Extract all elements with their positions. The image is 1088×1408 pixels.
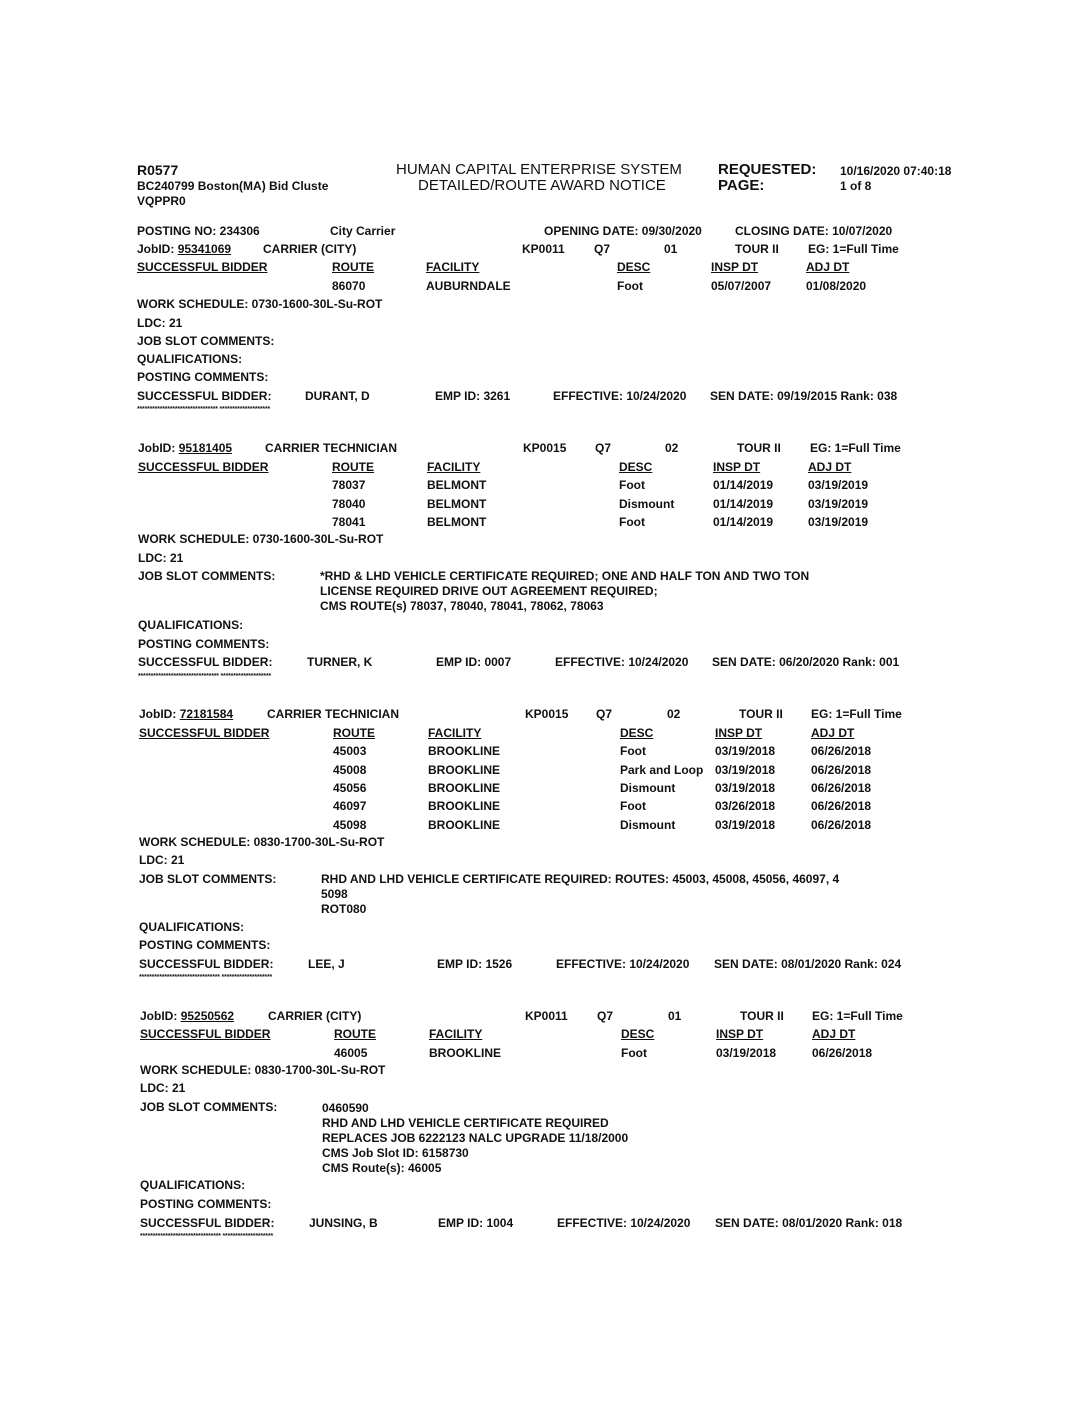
route-desc: Foot bbox=[619, 478, 645, 492]
emp-id: EMP ID: 3261 bbox=[435, 389, 511, 403]
route-desc: Foot bbox=[619, 515, 645, 529]
route-desc: Dismount bbox=[619, 497, 675, 511]
report-code: VQPPR0 bbox=[137, 194, 186, 208]
route-facility: BROOKLINE bbox=[428, 763, 500, 777]
successful-bidder-label: SUCCESSFUL BIDDER: bbox=[137, 389, 272, 403]
col-successful-bidder: SUCCESSFUL BIDDER bbox=[139, 726, 270, 740]
col-adj-dt: ADJ DT bbox=[812, 1027, 856, 1041]
col-adj-dt: ADJ DT bbox=[806, 260, 850, 274]
route-insp-dt: 05/07/2007 bbox=[711, 279, 772, 293]
job-slot-comments bbox=[320, 569, 809, 614]
col-desc: DESC bbox=[621, 1027, 655, 1041]
report-id: R0577 bbox=[137, 162, 179, 178]
route-adj-dt: 03/19/2019 bbox=[808, 478, 869, 492]
col-facility: FACILITY bbox=[426, 260, 480, 274]
route-number: 45003 bbox=[333, 744, 367, 758]
route-facility: AUBURNDALE bbox=[426, 279, 511, 293]
job-kp: KP0011 bbox=[525, 1009, 568, 1023]
col-adj-dt: ADJ DT bbox=[808, 460, 852, 474]
emp-id: EMP ID: 1526 bbox=[437, 957, 513, 971]
emp-id: EMP ID: 1004 bbox=[438, 1216, 514, 1230]
route-facility: BROOKLINE bbox=[429, 1046, 501, 1060]
col-facility: FACILITY bbox=[429, 1027, 483, 1041]
separator-stars: ******************************** ******************** bbox=[140, 1233, 273, 1240]
route-insp-dt: 01/14/2019 bbox=[713, 478, 774, 492]
route-desc: Dismount bbox=[620, 781, 676, 795]
route-desc: Foot bbox=[620, 799, 646, 813]
ldc: LDC: 21 bbox=[139, 853, 185, 867]
posting-craft: City Carrier bbox=[330, 224, 396, 238]
job-eg: EG: 1=Full Time bbox=[811, 707, 902, 721]
route-adj-dt: 03/19/2019 bbox=[808, 497, 869, 511]
job-q: Q7 bbox=[596, 707, 613, 721]
route-insp-dt: 01/14/2019 bbox=[713, 515, 774, 529]
comment-line: LICENSE REQUIRED DRIVE OUT AGREEMENT REQUIRED; bbox=[320, 584, 658, 598]
comment-line: RHD AND LHD VEHICLE CERTIFICATE REQUIRED: ROUTES: 45003, 45008, 45056, 46097, 4 bbox=[321, 872, 840, 886]
job-tour: TOUR II bbox=[737, 441, 781, 455]
requested-label: REQUESTED: bbox=[718, 161, 817, 178]
job-id: JobID: 95250562 bbox=[140, 1009, 235, 1023]
seniority-date: SEN DATE: 09/19/2015 Rank: 038 bbox=[710, 389, 898, 403]
bidder-name: JUNSING, B bbox=[309, 1216, 378, 1230]
job-q: Q7 bbox=[597, 1009, 614, 1023]
closing-date: CLOSING DATE: 10/07/2020 bbox=[735, 224, 893, 238]
qualifications-label: QUALIFICATIONS: bbox=[139, 920, 245, 934]
job-level: 02 bbox=[667, 707, 681, 721]
job-id: JobID: 95181405 bbox=[138, 441, 233, 455]
route-number: 78037 bbox=[332, 478, 366, 492]
job-title: CARRIER (CITY) bbox=[263, 242, 357, 256]
job-slot-comments-label: JOB SLOT COMMENTS: bbox=[139, 872, 277, 886]
route-desc: Foot bbox=[617, 279, 643, 293]
col-facility: FACILITY bbox=[427, 460, 481, 474]
opening-date: OPENING DATE: 09/30/2020 bbox=[544, 224, 702, 238]
route-number: 78041 bbox=[332, 515, 366, 529]
route-adj-dt: 06/26/2018 bbox=[811, 744, 872, 758]
comment-line: CMS ROUTE(s) 78037, 78040, 78041, 78062, 78063 bbox=[320, 599, 604, 613]
col-insp-dt: INSP DT bbox=[713, 460, 761, 474]
ldc: LDC: 21 bbox=[138, 551, 184, 565]
job-tour: TOUR II bbox=[735, 242, 779, 256]
job-id-value: 72181584 bbox=[179, 707, 234, 721]
route-facility: BROOKLINE bbox=[428, 799, 500, 813]
route-insp-dt: 03/19/2018 bbox=[716, 1046, 777, 1060]
qualifications-label: QUALIFICATIONS: bbox=[137, 352, 243, 366]
col-successful-bidder: SUCCESSFUL BIDDER bbox=[137, 260, 268, 274]
route-desc: Park and Loop bbox=[620, 763, 704, 777]
job-title: CARRIER TECHNICIAN bbox=[267, 707, 399, 721]
job-id-value: 95250562 bbox=[180, 1009, 235, 1023]
requested-value: 10/16/2020 07:40:18 bbox=[840, 164, 952, 178]
col-route: ROUTE bbox=[332, 260, 374, 274]
job-kp: KP0011 bbox=[522, 242, 565, 256]
route-insp-dt: 01/14/2019 bbox=[713, 497, 774, 511]
successful-bidder-label: SUCCESSFUL BIDDER: bbox=[140, 1216, 275, 1230]
posting-comments-label: POSTING COMMENTS: bbox=[139, 938, 271, 952]
seniority-date: SEN DATE: 08/01/2020 Rank: 024 bbox=[714, 957, 902, 971]
job-kp: KP0015 bbox=[525, 707, 569, 721]
job-q: Q7 bbox=[595, 441, 612, 455]
work-schedule: WORK SCHEDULE: 0730-1600-30L-Su-ROT bbox=[138, 532, 384, 546]
job-level: 01 bbox=[664, 242, 678, 256]
bidder-name: LEE, J bbox=[308, 957, 345, 971]
route-desc: Dismount bbox=[620, 818, 676, 832]
comment-line: REPLACES JOB 6222123 NALC UPGRADE 11/18/2000 bbox=[322, 1131, 629, 1145]
route-facility: BELMONT bbox=[427, 497, 487, 511]
route-number: 45008 bbox=[333, 763, 367, 777]
qualifications-label: QUALIFICATIONS: bbox=[140, 1178, 246, 1192]
job-slot-comments-label: JOB SLOT COMMENTS: bbox=[140, 1100, 278, 1114]
route-insp-dt: 03/19/2018 bbox=[715, 781, 776, 795]
col-desc: DESC bbox=[620, 726, 654, 740]
job-q: Q7 bbox=[594, 242, 611, 256]
comment-line: 0460590 bbox=[322, 1101, 369, 1115]
route-number: 86070 bbox=[332, 279, 366, 293]
posting-comments-label: POSTING COMMENTS: bbox=[138, 637, 270, 651]
job-slot-comments bbox=[321, 872, 839, 917]
successful-bidder-label: SUCCESSFUL BIDDER: bbox=[139, 957, 274, 971]
bidder-name: TURNER, K bbox=[307, 655, 373, 669]
col-facility: FACILITY bbox=[428, 726, 482, 740]
job-tour: TOUR II bbox=[740, 1009, 784, 1023]
route-facility: BROOKLINE bbox=[428, 818, 500, 832]
col-route: ROUTE bbox=[332, 460, 374, 474]
route-adj-dt: 01/08/2020 bbox=[806, 279, 867, 293]
col-insp-dt: INSP DT bbox=[715, 726, 763, 740]
route-insp-dt: 03/19/2018 bbox=[715, 744, 776, 758]
route-number: 46097 bbox=[333, 799, 367, 813]
comment-line: *RHD & LHD VEHICLE CERTIFICATE REQUIRED; ONE AND HALF TON AND TWO TON bbox=[320, 569, 810, 583]
route-insp-dt: 03/19/2018 bbox=[715, 763, 776, 777]
page-value: 1 of 8 bbox=[840, 179, 872, 193]
ldc: LDC: 21 bbox=[140, 1081, 186, 1095]
job-slot-comments-label: JOB SLOT COMMENTS: bbox=[138, 569, 276, 583]
col-successful-bidder: SUCCESSFUL BIDDER bbox=[140, 1027, 271, 1041]
job-title: CARRIER (CITY) bbox=[268, 1009, 362, 1023]
cluster-name: BC240799 Boston(MA) Bid Cluste bbox=[137, 179, 329, 193]
route-facility: BROOKLINE bbox=[428, 781, 500, 795]
posting-number: POSTING NO: 234306 bbox=[137, 224, 260, 238]
notice-title: DETAILED/ROUTE AWARD NOTICE bbox=[418, 177, 666, 194]
qualifications-label: QUALIFICATIONS: bbox=[138, 618, 244, 632]
separator-stars: ******************************** ******************** bbox=[139, 974, 272, 981]
effective-date: EFFECTIVE: 10/24/2020 bbox=[557, 1216, 691, 1230]
route-adj-dt: 06/26/2018 bbox=[811, 799, 872, 813]
separator-stars: ******************************** ******************** bbox=[138, 673, 271, 680]
ldc: LDC: 21 bbox=[137, 316, 183, 330]
emp-id: EMP ID: 0007 bbox=[436, 655, 512, 669]
job-level: 01 bbox=[668, 1009, 682, 1023]
route-insp-dt: 03/19/2018 bbox=[715, 818, 776, 832]
separator-stars: ******************************** ******************** bbox=[137, 406, 270, 413]
job-id: JobID: 72181584 bbox=[139, 707, 234, 721]
effective-date: EFFECTIVE: 10/24/2020 bbox=[556, 957, 690, 971]
col-insp-dt: INSP DT bbox=[711, 260, 759, 274]
seniority-date: SEN DATE: 08/01/2020 Rank: 018 bbox=[715, 1216, 903, 1230]
col-successful-bidder: SUCCESSFUL BIDDER bbox=[138, 460, 269, 474]
route-adj-dt: 03/19/2019 bbox=[808, 515, 869, 529]
route-number: 46005 bbox=[334, 1046, 368, 1060]
route-number: 45098 bbox=[333, 818, 367, 832]
page-label: PAGE: bbox=[718, 177, 765, 194]
comment-line: CMS Route(s): 46005 bbox=[322, 1161, 442, 1175]
effective-date: EFFECTIVE: 10/24/2020 bbox=[555, 655, 689, 669]
seniority-date: SEN DATE: 06/20/2020 Rank: 001 bbox=[712, 655, 900, 669]
work-schedule: WORK SCHEDULE: 0730-1600-30L-Su-ROT bbox=[137, 297, 383, 311]
work-schedule: WORK SCHEDULE: 0830-1700-30L-Su-ROT bbox=[139, 835, 385, 849]
route-number: 45056 bbox=[333, 781, 367, 795]
route-number: 78040 bbox=[332, 497, 366, 511]
job-title: CARRIER TECHNICIAN bbox=[265, 441, 397, 455]
col-route: ROUTE bbox=[333, 726, 375, 740]
system-title: HUMAN CAPITAL ENTERPRISE SYSTEM bbox=[396, 161, 682, 178]
bidder-name: DURANT, D bbox=[305, 389, 370, 403]
comment-line: 5098 bbox=[321, 887, 348, 901]
route-desc: Foot bbox=[621, 1046, 647, 1060]
job-kp: KP0015 bbox=[523, 441, 567, 455]
col-insp-dt: INSP DT bbox=[716, 1027, 764, 1041]
comment-line: RHD AND LHD VEHICLE CERTIFICATE REQUIRED bbox=[322, 1116, 609, 1130]
route-facility: BELMONT bbox=[427, 515, 487, 529]
job-eg: EG: 1=Full Time bbox=[808, 242, 899, 256]
col-desc: DESC bbox=[617, 260, 651, 274]
comment-line: CMS Job Slot ID: 6158730 bbox=[322, 1146, 469, 1160]
route-adj-dt: 06/26/2018 bbox=[812, 1046, 873, 1060]
successful-bidder-label: SUCCESSFUL BIDDER: bbox=[138, 655, 273, 669]
job-slot-comments-label: JOB SLOT COMMENTS: bbox=[137, 334, 275, 348]
comment-line: ROT080 bbox=[321, 902, 367, 916]
route-facility: BROOKLINE bbox=[428, 744, 500, 758]
route-adj-dt: 06/26/2018 bbox=[811, 781, 872, 795]
job-tour: TOUR II bbox=[739, 707, 783, 721]
job-eg: EG: 1=Full Time bbox=[810, 441, 901, 455]
effective-date: EFFECTIVE: 10/24/2020 bbox=[553, 389, 687, 403]
posting-comments-label: POSTING COMMENTS: bbox=[140, 1197, 272, 1211]
route-adj-dt: 06/26/2018 bbox=[811, 763, 872, 777]
route-insp-dt: 03/26/2018 bbox=[715, 799, 776, 813]
job-id-value: 95181405 bbox=[178, 441, 233, 455]
col-adj-dt: ADJ DT bbox=[811, 726, 855, 740]
route-adj-dt: 06/26/2018 bbox=[811, 818, 872, 832]
job-id: JobID: 95341069 bbox=[137, 242, 232, 256]
route-desc: Foot bbox=[620, 744, 646, 758]
route-facility: BELMONT bbox=[427, 478, 487, 492]
job-eg: EG: 1=Full Time bbox=[812, 1009, 903, 1023]
posting-comments-label: POSTING COMMENTS: bbox=[137, 370, 269, 384]
job-level: 02 bbox=[665, 441, 679, 455]
job-id-value: 95341069 bbox=[177, 242, 232, 256]
col-desc: DESC bbox=[619, 460, 653, 474]
job-slot-comments bbox=[322, 1101, 628, 1176]
work-schedule: WORK SCHEDULE: 0830-1700-30L-Su-ROT bbox=[140, 1063, 386, 1077]
col-route: ROUTE bbox=[334, 1027, 376, 1041]
